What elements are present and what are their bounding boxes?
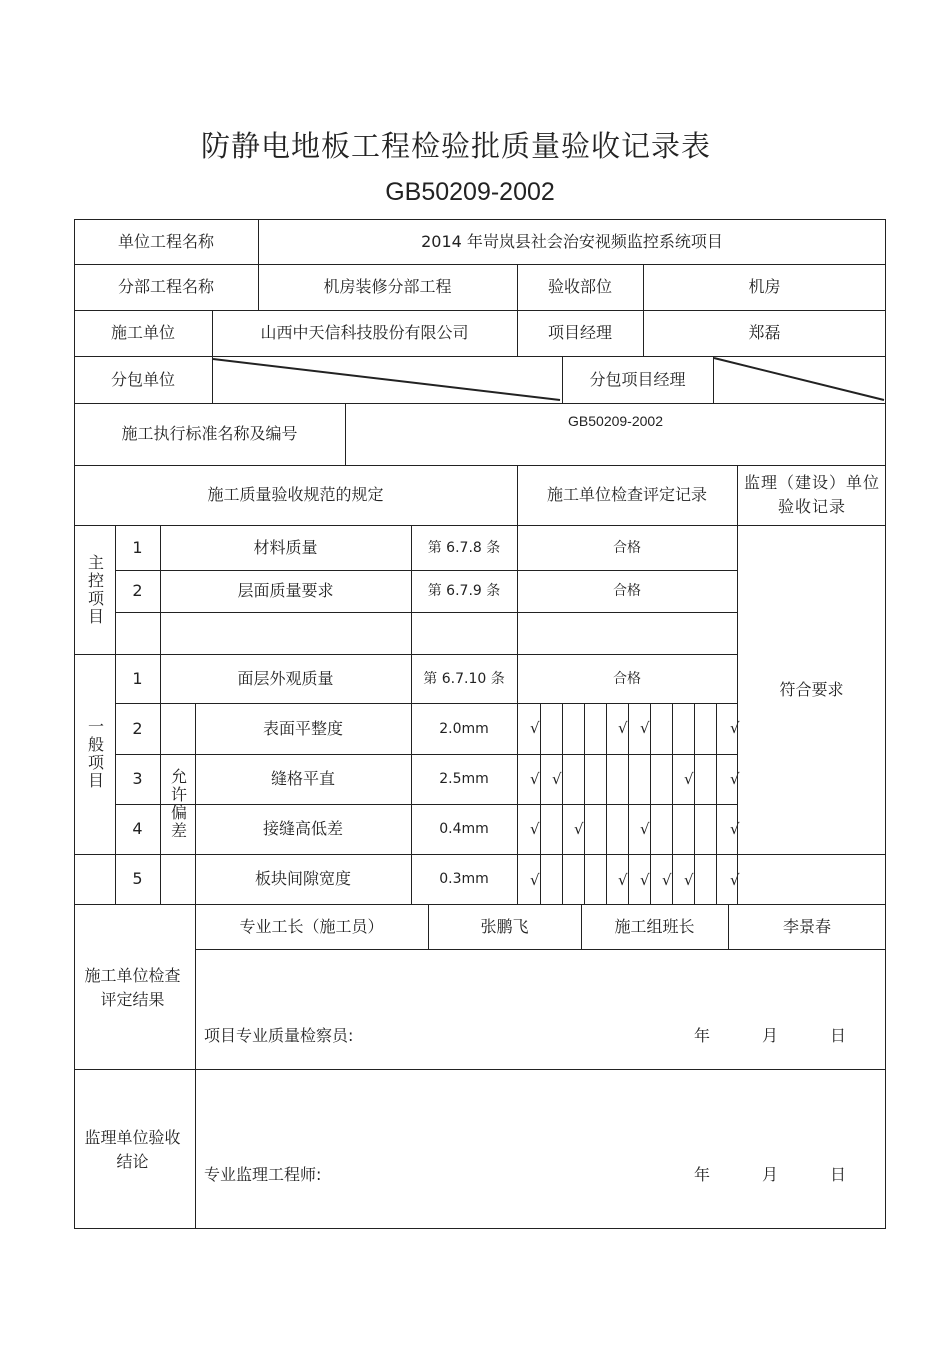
month-label: 月 bbox=[761, 1165, 778, 1184]
check-mark: √ bbox=[730, 770, 740, 788]
check-mark: √ bbox=[730, 820, 740, 838]
check-mark: √ bbox=[574, 820, 584, 838]
check-mark: √ bbox=[640, 820, 650, 838]
year-label: 年 bbox=[693, 1026, 710, 1045]
inspector-label: 项目专业质量检察员: bbox=[204, 1026, 354, 1045]
item-name: 缝格平直 bbox=[270, 769, 335, 788]
tolerance-value: 0.4mm bbox=[439, 821, 489, 837]
item-name: 板块间隙宽度 bbox=[254, 869, 351, 888]
supervisor-conclusion: 符合要求 bbox=[779, 680, 844, 699]
check-mark: √ bbox=[530, 719, 540, 737]
exec-std-label: 施工执行标准名称及编号 bbox=[121, 424, 298, 443]
check-mark: √ bbox=[552, 770, 562, 788]
subcontractor-label: 分包单位 bbox=[110, 369, 175, 389]
tolerance-value: 2.0mm bbox=[439, 720, 489, 737]
team-leader-name: 李景春 bbox=[782, 916, 831, 936]
row-number: 3 bbox=[132, 769, 143, 788]
foreman-label: 专业工长（施工员） bbox=[239, 916, 384, 936]
unit-project-label: 单位工程名称 bbox=[117, 231, 214, 251]
sub-project-value: 机房装修分部工程 bbox=[323, 277, 452, 296]
pm-value: 郑磊 bbox=[748, 323, 781, 342]
standard-code: GB50209-2002 bbox=[385, 178, 555, 206]
supervisor-eval-label: 监理单位验收结论 bbox=[84, 1128, 181, 1171]
check-mark: √ bbox=[618, 719, 628, 737]
unit-project-value: 2014 年岢岚县社会治安视频监控系统项目 bbox=[421, 231, 723, 251]
row-number: 2 bbox=[132, 581, 143, 600]
allowance-label: 允许偏差 bbox=[168, 767, 188, 840]
month-label: 月 bbox=[761, 1026, 778, 1045]
item-name: 层面质量要求 bbox=[237, 581, 334, 600]
row-number: 2 bbox=[132, 718, 143, 738]
check-mark: √ bbox=[684, 871, 694, 889]
check-mark: √ bbox=[530, 871, 540, 889]
day-label: 日 bbox=[829, 1165, 846, 1184]
item-name: 材料质量 bbox=[253, 537, 318, 557]
contractor-record-header: 施工单位检查评定记录 bbox=[546, 485, 707, 504]
contractor-label: 施工单位 bbox=[110, 323, 175, 342]
item-name: 面层外观质量 bbox=[237, 668, 334, 688]
check-mark: √ bbox=[730, 719, 740, 737]
item-name: 接缝高低差 bbox=[262, 819, 343, 838]
tolerance-value: 2.5mm bbox=[439, 771, 489, 787]
team-leader-label: 施工组班长 bbox=[614, 916, 695, 936]
check-mark: √ bbox=[618, 871, 628, 889]
contractor-eval-label: 施工单位检查评定结果 bbox=[84, 966, 181, 1009]
year-label: 年 bbox=[693, 1165, 710, 1184]
main-items-label: 主控项目 bbox=[85, 553, 105, 626]
clause: 第 6.7.9 条 bbox=[427, 583, 501, 599]
page-title: 防静电地板工程检验批质量验收记录表 bbox=[200, 129, 711, 163]
spec-column-header: 施工质量验收规范的规定 bbox=[207, 485, 384, 504]
row-number: 1 bbox=[132, 668, 143, 688]
row-number: 5 bbox=[132, 869, 143, 888]
check-result: 合格 bbox=[613, 670, 641, 687]
exec-std-value: GB50209-2002 bbox=[568, 413, 663, 429]
clause: 第 6.7.10 条 bbox=[423, 670, 505, 687]
day-label: 日 bbox=[829, 1026, 846, 1045]
row-number: 1 bbox=[132, 537, 143, 557]
sub-project-label: 分部工程名称 bbox=[117, 277, 214, 296]
contractor-value: 山西中天信科技股份有限公司 bbox=[260, 323, 469, 342]
tolerance-value: 0.3mm bbox=[439, 871, 489, 887]
engineer-label: 专业监理工程师: bbox=[204, 1165, 322, 1184]
supervisor-record-header: 监理（建设）单位验收记录 bbox=[743, 473, 880, 516]
general-items-label: 一般项目 bbox=[85, 718, 105, 790]
check-mark: √ bbox=[530, 820, 540, 838]
item-name: 表面平整度 bbox=[262, 718, 343, 738]
clause: 第 6.7.8 条 bbox=[427, 539, 501, 556]
check-result: 合格 bbox=[613, 539, 641, 556]
pm-label: 项目经理 bbox=[547, 323, 612, 342]
sub-pm-label: 分包项目经理 bbox=[589, 369, 686, 389]
check-mark: √ bbox=[684, 770, 694, 788]
inspection-part-label: 验收部位 bbox=[547, 277, 612, 296]
foreman-name: 张鹏飞 bbox=[480, 916, 529, 936]
inspection-part-value: 机房 bbox=[748, 277, 781, 296]
check-mark: √ bbox=[640, 871, 650, 889]
row-number: 4 bbox=[132, 819, 143, 838]
check-mark: √ bbox=[640, 719, 650, 737]
check-mark: √ bbox=[730, 871, 740, 889]
check-mark: √ bbox=[662, 871, 672, 889]
check-mark: √ bbox=[530, 770, 540, 788]
check-result: 合格 bbox=[613, 583, 641, 599]
